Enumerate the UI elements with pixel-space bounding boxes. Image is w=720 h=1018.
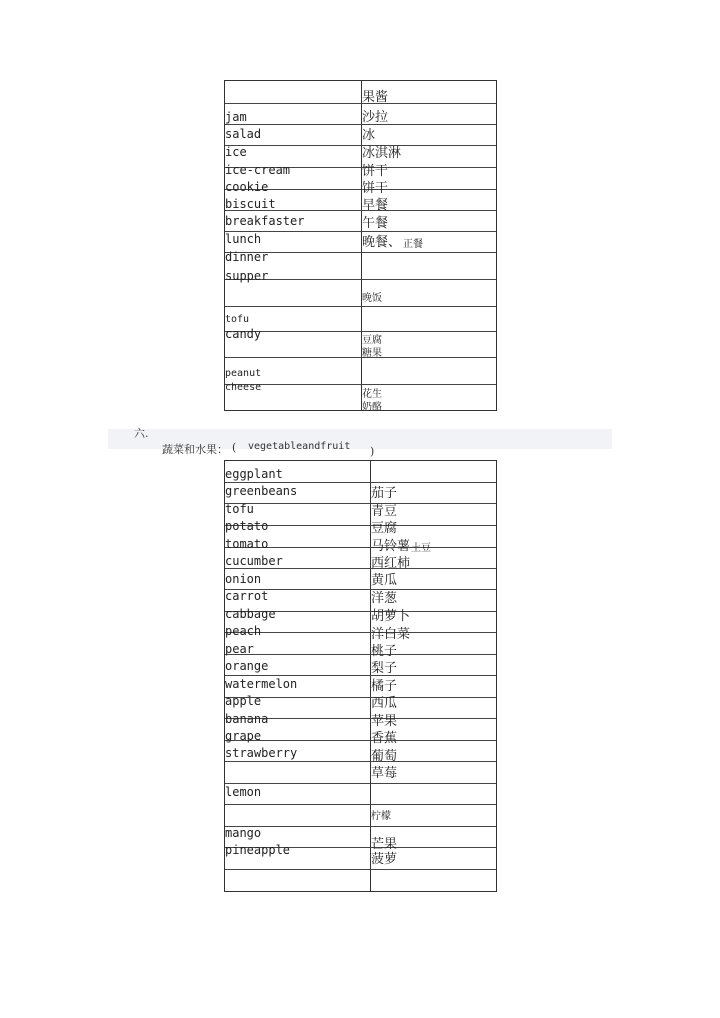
food-chinese: 冰 xyxy=(362,128,376,143)
row-line xyxy=(225,761,496,762)
row-line xyxy=(225,103,496,104)
row-line xyxy=(225,632,496,633)
food-chinese: 晚餐、 xyxy=(362,235,402,250)
row-line xyxy=(225,740,496,741)
food-english: lunch xyxy=(225,232,262,246)
food-chinese: 沙拉 xyxy=(362,110,389,125)
vegetable-chinese: 洋葱 xyxy=(371,591,398,606)
row-line xyxy=(225,503,496,504)
food-english: salad xyxy=(225,127,262,141)
vegetable-chinese: 苹果 xyxy=(371,714,398,729)
vegetable-english: cabbage xyxy=(225,607,276,621)
row-line xyxy=(225,675,496,676)
food-chinese: 奶酪 xyxy=(362,402,382,413)
vegetable-english: pineapple xyxy=(225,843,291,857)
food-english: breakfaster xyxy=(225,214,305,228)
food-english: cookie xyxy=(225,180,269,194)
row-line xyxy=(225,869,496,870)
food-chinese: 早餐 xyxy=(362,198,389,213)
vegetable-chinese: 葡萄 xyxy=(371,749,398,764)
section-number: 六. xyxy=(134,427,149,440)
vegetable-english: onion xyxy=(225,572,262,586)
food-chinese: 冰淇淋 xyxy=(362,146,402,161)
vegetable-english: watermelon xyxy=(225,677,298,691)
vegetable-english: peach xyxy=(225,624,262,638)
vegetable-chinese: 菠萝 xyxy=(371,852,398,867)
row-line xyxy=(225,826,496,827)
vegetable-chinese: 茄子 xyxy=(371,486,398,501)
vegetable-chinese: 芒果 xyxy=(371,837,398,852)
row-line xyxy=(225,231,496,232)
vegetable-english: potato xyxy=(225,519,269,533)
row-line xyxy=(225,124,496,125)
food-english: supper xyxy=(225,269,269,283)
vegetable-english: grape xyxy=(225,729,262,743)
food-english: ice xyxy=(225,145,247,159)
vegetable-english: mango xyxy=(225,826,262,840)
vegetable-english: carrot xyxy=(225,589,269,603)
vegetable-chinese: 草莓 xyxy=(371,766,398,781)
vegetable-chinese: 梨子 xyxy=(371,661,398,676)
section-paren-close: ) xyxy=(370,445,375,458)
row-line xyxy=(225,697,496,698)
vegetable-chinese: 香蕉 xyxy=(371,731,398,746)
vegetable-chinese: 柠檬 xyxy=(371,811,391,822)
food-english: biscuit xyxy=(225,197,276,211)
row-line xyxy=(225,783,496,784)
food-chinese: 豆腐 xyxy=(362,335,382,346)
food-chinese: 午餐 xyxy=(362,216,389,231)
vegetable-english: greenbeans xyxy=(225,484,298,498)
food-english: peanut xyxy=(225,368,262,379)
row-line xyxy=(225,654,496,655)
food-chinese: 花生 xyxy=(362,389,382,400)
vegetable-english: banana xyxy=(225,712,269,726)
vegetable-chinese: 胡萝卜 xyxy=(371,609,411,624)
food-english: jam xyxy=(225,110,247,124)
food-chinese: 饼干 xyxy=(362,181,389,196)
vegetable-english: tomato xyxy=(225,537,269,551)
food-chinese: 正餐 xyxy=(403,239,423,250)
vegetable-chinese: 豆腐 xyxy=(371,521,398,536)
vegetable-chinese: 马铃薯 xyxy=(371,539,411,554)
food-chinese: 晚饭 xyxy=(362,293,382,304)
vegetable-english: apple xyxy=(225,694,262,708)
section-paren-open: ( xyxy=(232,441,237,454)
vegetable-english: cucumber xyxy=(225,554,283,568)
food-english: candy xyxy=(225,327,262,341)
food-english: ice-cream xyxy=(225,163,291,177)
row-line xyxy=(225,331,496,332)
vegetable-chinese: 洋白菜 xyxy=(371,627,411,642)
food-english: dinner xyxy=(225,250,269,264)
food-chinese: 果酱 xyxy=(362,90,389,105)
row-line xyxy=(225,482,496,483)
row-line xyxy=(225,568,496,569)
vegetable-english: eggplant xyxy=(225,467,283,481)
vegetable-chinese: 西红柿 xyxy=(371,556,411,571)
row-line xyxy=(225,357,496,358)
vegetable-english: pear xyxy=(225,642,254,656)
row-line xyxy=(225,804,496,805)
vegetable-english: strawberry xyxy=(225,746,298,760)
row-line xyxy=(225,145,496,146)
vegetable-english: tofu xyxy=(225,502,254,516)
vegetable-chinese: 青豆 xyxy=(371,504,398,519)
vegetable-chinese: 桃子 xyxy=(371,644,398,659)
food-english: cheese xyxy=(225,382,262,393)
food-english: tofu xyxy=(225,314,250,325)
vegetable-english: orange xyxy=(225,659,269,673)
section-title: 蔬菜和水果： xyxy=(162,443,228,456)
food-table xyxy=(224,80,497,411)
food-chinese: 饼干 xyxy=(362,164,389,179)
vegetable-chinese: 黄瓜 xyxy=(371,573,398,588)
vegetable-chinese: 橘子 xyxy=(371,679,398,694)
food-chinese: 糖果 xyxy=(362,348,382,359)
section-title-english: vegetableandfruit xyxy=(248,441,351,452)
vegetable-chinese: 西瓜 xyxy=(371,696,398,711)
row-line xyxy=(225,384,496,385)
vegetable-chinese: 土豆 xyxy=(411,543,431,554)
row-line xyxy=(225,306,496,307)
vegetable-english: lemon xyxy=(225,785,262,799)
